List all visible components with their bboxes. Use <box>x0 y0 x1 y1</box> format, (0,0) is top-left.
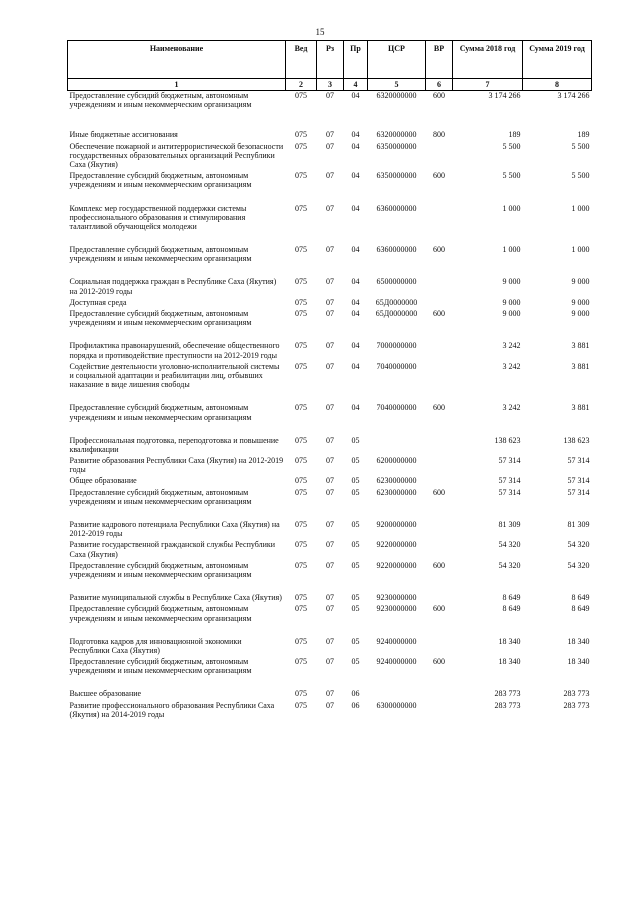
row-sum-2018-cell: 8 649 <box>502 604 521 614</box>
row-csr-cell: 6230000000 <box>376 476 417 486</box>
row-csr-cell: 9220000000 <box>376 540 417 550</box>
row-sum-2019-cell: 18 340 <box>567 636 590 646</box>
row-vr-cell: 600 <box>433 604 445 614</box>
row-pr-cell: 05 <box>351 520 360 529</box>
row-sum-2019-cell: 3 881 <box>571 361 590 371</box>
row-sum-2019-cell: 3 174 266 <box>557 91 590 100</box>
row-sum-2018-cell: 3 174 266 <box>488 91 521 100</box>
row-rz-cell: 07 <box>326 361 334 371</box>
row-vr-cell: 600 <box>433 560 445 570</box>
row-sum-2019-cell: 3 881 <box>571 403 590 413</box>
row-ved-cell: 075 <box>295 540 307 550</box>
row-ved-cell: 075 <box>295 560 307 570</box>
table-row <box>68 593 592 604</box>
row-csr-cell: 6200000000 <box>376 456 417 466</box>
row-name-cell: Социальная поддержка граждан в Республике Саха (Якутия) на 2012-2019 годы <box>69 277 277 296</box>
table-row <box>68 604 592 636</box>
row-vr-cell <box>426 456 453 476</box>
row-rz-cell: 07 <box>326 141 334 151</box>
row-ved-cell: 075 <box>295 636 307 646</box>
row-pr-cell: 04 <box>351 91 360 100</box>
row-csr-cell: 9220000000 <box>376 560 417 570</box>
row-pr-cell: 04 <box>351 403 360 413</box>
row-vr-cell <box>426 593 453 604</box>
row-vr-cell: 800 <box>433 130 445 140</box>
row-sum-2018-cell: 189 <box>508 130 521 140</box>
row-sum-2019-cell: 9 000 <box>571 309 590 318</box>
row-pr-cell: 04 <box>351 277 360 287</box>
row-ved-cell: 075 <box>295 91 307 100</box>
row-ved-cell: 075 <box>295 520 307 529</box>
row-ved-cell: 075 <box>295 593 307 603</box>
table-row <box>68 204 592 246</box>
row-pr-cell: 04 <box>351 341 360 351</box>
table-row <box>68 689 592 700</box>
table-row <box>68 488 592 520</box>
row-vr-cell <box>426 142 453 172</box>
row-ved-cell: 075 <box>295 700 307 710</box>
row-sum-2019-cell: 5 500 <box>571 141 590 151</box>
row-pr-cell: 05 <box>351 560 360 570</box>
row-vr-cell <box>426 341 453 361</box>
row-csr-cell: 9200000000 <box>376 520 417 529</box>
row-vr-cell <box>426 204 453 246</box>
table-row <box>68 456 592 476</box>
row-name-cell: Предоставление субсидий бюджетным, автономным учреждениям и иным некоммерческим организациям <box>69 245 252 264</box>
row-name-cell: Предоставление субсидий бюджетным, автономным учреждениям и иным некоммерческим организациям <box>69 309 252 328</box>
row-pr-cell: 04 <box>351 297 360 307</box>
row-pr-cell: 06 <box>351 700 360 710</box>
row-sum-2019-cell: 18 340 <box>567 657 590 667</box>
row-name-cell: Предоставление субсидий бюджетным, автономным учреждениям и иным некоммерческим организациям <box>69 403 252 422</box>
header-sum-2019: Сумма 2019 год <box>523 41 592 79</box>
row-rz-cell: 07 <box>326 309 334 318</box>
row-pr-cell: 04 <box>351 245 360 255</box>
row-vr-cell <box>426 476 453 487</box>
header-number: 3 <box>317 79 344 91</box>
row-name-cell: Предоставление субсидий бюджетным, автономным учреждениям и иным некоммерческим организациям <box>69 604 252 623</box>
row-sum-2018-cell: 57 314 <box>498 476 521 486</box>
row-name-cell: Предоставление субсидий бюджетным, автономным учреждениям и иным некоммерческим организациям <box>69 487 252 506</box>
table-row <box>68 362 592 404</box>
table-row <box>68 298 592 309</box>
row-rz-cell: 07 <box>326 476 334 486</box>
row-rz-cell: 07 <box>326 636 334 646</box>
row-sum-2019-cell: 57 314 <box>567 487 590 497</box>
row-sum-2019-cell: 138 623 <box>563 435 590 445</box>
table-row <box>68 657 592 689</box>
row-vr-cell: 600 <box>433 91 445 100</box>
row-sum-2019-cell: 57 314 <box>567 456 590 466</box>
row-sum-2018-cell: 18 340 <box>498 636 521 646</box>
row-vr-cell: 600 <box>433 245 445 255</box>
row-pr-cell: 05 <box>351 435 360 445</box>
row-name-cell: Развитие профессионального образования Республики Саха (Якутия) на 2014-2019 годы <box>69 700 275 719</box>
row-name-cell: Комплекс мер государственной поддержки системы профессионального образования и стимулирования талантливой обучающейся молодежи <box>69 203 247 231</box>
row-pr-cell: 05 <box>351 657 360 667</box>
table-row <box>68 91 592 131</box>
header-name: Наименование <box>68 41 286 79</box>
table-row <box>68 245 592 277</box>
row-csr-cell: 6360000000 <box>376 203 417 213</box>
row-sum-2019-cell: 57 314 <box>567 476 590 486</box>
row-rz-cell: 07 <box>326 91 334 100</box>
table-row <box>68 701 592 721</box>
row-vr-cell <box>426 701 453 721</box>
row-sum-2018-cell: 1 000 <box>502 203 521 213</box>
row-pr-cell: 04 <box>351 309 360 318</box>
row-ved-cell: 075 <box>295 341 307 351</box>
header-number: 4 <box>344 79 368 91</box>
row-vr-cell <box>426 540 453 560</box>
row-name-cell: Содействие деятельности уголовно-исполнительной системы и социальной адаптации и реабилитации лиц, отбывших наказание в виде лишения свободы <box>69 361 280 390</box>
row-vr-cell <box>426 277 453 297</box>
row-rz-cell: 07 <box>326 297 334 307</box>
row-name-cell: Предоставление субсидий бюджетным, автономным учреждениям и иным некоммерческим организациям <box>69 171 252 190</box>
row-pr-cell: 05 <box>351 487 360 497</box>
row-sum-2019-cell: 54 320 <box>567 540 590 550</box>
row-vr-cell <box>426 436 453 456</box>
row-sum-2018-cell: 283 773 <box>494 700 521 710</box>
page-number: 15 <box>315 27 325 37</box>
row-csr-cell: 7040000000 <box>376 361 417 371</box>
row-ved-cell: 075 <box>295 297 307 307</box>
row-ved-cell: 075 <box>295 604 307 614</box>
row-csr-cell <box>368 436 426 456</box>
row-rz-cell: 07 <box>326 560 334 570</box>
row-pr-cell: 05 <box>351 604 360 614</box>
row-ved-cell: 075 <box>295 203 307 213</box>
budget-table <box>67 40 592 721</box>
header-number: 7 <box>453 79 523 91</box>
row-rz-cell: 07 <box>326 435 334 445</box>
row-rz-cell: 07 <box>326 245 334 255</box>
row-ved-cell: 075 <box>295 171 307 181</box>
row-ved-cell: 075 <box>295 456 307 466</box>
row-name-cell: Иные бюджетные ассигнования <box>69 130 178 140</box>
row-sum-2018-cell: 18 340 <box>498 657 521 667</box>
row-csr-cell: 65Д0000000 <box>375 309 418 318</box>
row-sum-2019-cell: 189 <box>577 130 590 140</box>
row-csr-cell: 7000000000 <box>376 341 417 351</box>
header-sum-2018: Сумма 2018 год <box>453 41 523 79</box>
row-pr-cell: 04 <box>351 130 360 140</box>
row-ved-cell: 075 <box>295 309 307 318</box>
row-rz-cell: 07 <box>326 456 334 466</box>
row-ved-cell: 075 <box>295 277 307 287</box>
row-rz-cell: 07 <box>326 689 334 699</box>
row-pr-cell: 04 <box>351 203 360 213</box>
row-csr-cell <box>368 689 426 700</box>
table-row <box>68 341 592 361</box>
row-sum-2018-cell: 5 500 <box>502 141 521 151</box>
row-name-cell: Обеспечение пожарной и антитеррористической безопасности государственных образовательных организаций Республики Саха (Якутия) <box>69 141 284 169</box>
row-sum-2018-cell: 9 000 <box>502 297 521 307</box>
row-csr-cell: 9240000000 <box>376 636 417 646</box>
row-rz-cell: 07 <box>326 540 334 550</box>
row-name-cell: Профилактика правонарушений, обеспечение общественного порядка и противодействие преступности на 2012-2019 годы <box>69 341 280 360</box>
header-rz: Рз <box>317 41 344 79</box>
row-sum-2019-cell: 5 500 <box>571 171 590 181</box>
row-rz-cell: 07 <box>326 604 334 614</box>
row-sum-2018-cell: 3 242 <box>502 341 521 351</box>
row-vr-cell <box>426 298 453 309</box>
row-pr-cell: 04 <box>351 171 360 181</box>
row-ved-cell: 075 <box>295 141 307 151</box>
row-vr-cell: 600 <box>433 309 445 318</box>
row-name-cell: Развитие муниципальной службы в Республике Саха (Якутия) <box>69 593 282 603</box>
row-vr-cell <box>426 520 453 540</box>
row-sum-2018-cell: 283 773 <box>494 689 521 699</box>
row-sum-2019-cell: 1 000 <box>571 245 590 255</box>
row-sum-2019-cell: 9 000 <box>571 277 590 287</box>
row-pr-cell: 06 <box>351 689 360 699</box>
row-name-cell: Предоставление субсидий бюджетным, автономным учреждениям и иным некоммерческим организациям <box>69 657 252 676</box>
header-number: 1 <box>68 79 286 91</box>
row-sum-2018-cell: 57 314 <box>498 487 521 497</box>
row-vr-cell: 600 <box>433 487 445 497</box>
row-pr-cell: 04 <box>351 361 360 371</box>
row-sum-2018-cell: 9 000 <box>502 277 521 287</box>
table-body <box>68 91 592 722</box>
row-rz-cell: 07 <box>326 700 334 710</box>
row-ved-cell: 075 <box>295 245 307 255</box>
row-csr-cell: 6230000000 <box>376 487 417 497</box>
row-ved-cell: 075 <box>295 476 307 486</box>
row-vr-cell: 600 <box>433 657 445 667</box>
row-csr-cell: 6300000000 <box>376 700 417 710</box>
row-pr-cell: 05 <box>351 456 360 466</box>
row-vr-cell <box>426 362 453 404</box>
table-row <box>68 637 592 657</box>
row-ved-cell: 075 <box>295 435 307 445</box>
row-rz-cell: 07 <box>326 341 334 351</box>
row-name-cell: Развитие государственной гражданской службы Республики Саха (Якутия) <box>69 540 276 559</box>
row-csr-cell: 9240000000 <box>376 657 417 667</box>
table-row <box>68 277 592 297</box>
row-csr-cell: 6360000000 <box>376 245 417 255</box>
row-csr-cell: 6320000000 <box>376 91 417 100</box>
row-sum-2018-cell: 138 623 <box>494 435 521 445</box>
table-row <box>68 520 592 540</box>
row-csr-cell: 65Д0000000 <box>375 297 418 307</box>
row-name-cell: Развитие образования Республики Саха (Якутия) на 2012-2019 годы <box>69 456 284 475</box>
row-csr-cell: 6350000000 <box>376 171 417 181</box>
header-number: 8 <box>523 79 592 91</box>
row-name-cell: Предоставление субсидий бюджетным, автономным учреждениям и иным некоммерческим организациям <box>69 91 252 110</box>
table-row <box>68 561 592 593</box>
row-pr-cell: 05 <box>351 540 360 550</box>
table-row <box>68 403 592 435</box>
row-rz-cell: 07 <box>326 277 334 287</box>
row-csr-cell: 9230000000 <box>376 604 417 614</box>
header-number: 6 <box>426 79 453 91</box>
row-sum-2018-cell: 1 000 <box>502 245 521 255</box>
row-pr-cell: 05 <box>351 476 360 486</box>
row-rz-cell: 07 <box>326 130 334 140</box>
row-sum-2018-cell: 54 320 <box>498 540 521 550</box>
row-ved-cell: 075 <box>295 130 307 140</box>
header-pr: Пр <box>344 41 368 79</box>
row-csr-cell: 6320000000 <box>376 130 417 140</box>
row-rz-cell: 07 <box>326 520 334 529</box>
row-sum-2018-cell: 5 500 <box>502 171 521 181</box>
row-name-cell: Предоставление субсидий бюджетным, автономным учреждениям и иным некоммерческим организациям <box>69 560 252 579</box>
row-sum-2019-cell: 81 309 <box>567 520 590 529</box>
row-name-cell: Подготовка кадров для инновационной экономики Республики Саха (Якутия) <box>69 636 242 655</box>
row-csr-cell: 9230000000 <box>376 593 417 603</box>
row-csr-cell: 6500000000 <box>376 277 417 287</box>
row-csr-cell: 6350000000 <box>376 141 417 151</box>
row-rz-cell: 07 <box>326 203 334 213</box>
header-number: 2 <box>286 79 317 91</box>
row-sum-2018-cell: 57 314 <box>498 456 521 466</box>
row-vr-cell <box>426 637 453 657</box>
row-sum-2018-cell: 54 320 <box>498 560 521 570</box>
table-row <box>68 476 592 487</box>
row-pr-cell: 04 <box>351 141 360 151</box>
row-sum-2019-cell: 3 881 <box>571 341 590 351</box>
row-sum-2019-cell: 9 000 <box>571 297 590 307</box>
row-pr-cell: 05 <box>351 636 360 646</box>
row-sum-2018-cell: 3 242 <box>502 361 521 371</box>
row-csr-cell: 7040000000 <box>376 403 417 413</box>
row-name-cell: Профессиональная подготовка, переподготовка и повышение квалификации <box>69 435 279 454</box>
header-ved: Вед <box>286 41 317 79</box>
row-sum-2019-cell: 8 649 <box>571 593 590 603</box>
row-name-cell: Общее образование <box>69 476 137 486</box>
row-sum-2018-cell: 81 309 <box>498 520 521 529</box>
row-pr-cell: 05 <box>351 593 360 603</box>
row-vr-cell: 600 <box>433 171 445 181</box>
row-sum-2018-cell: 8 649 <box>502 593 521 603</box>
row-ved-cell: 075 <box>295 487 307 497</box>
row-sum-2019-cell: 283 773 <box>563 689 590 699</box>
row-sum-2018-cell: 9 000 <box>502 309 521 318</box>
row-vr-cell: 600 <box>433 403 445 413</box>
row-rz-cell: 07 <box>326 487 334 497</box>
table-header-row <box>68 41 592 79</box>
row-ved-cell: 075 <box>295 403 307 413</box>
table-row <box>68 142 592 172</box>
row-name-cell: Высшее образование <box>69 689 142 699</box>
table-row <box>68 130 592 141</box>
row-rz-cell: 07 <box>326 171 334 181</box>
header-csr: ЦСР <box>368 41 426 79</box>
table-row <box>68 436 592 456</box>
row-name-cell: Доступная среда <box>69 297 127 307</box>
header-vr: ВР <box>426 41 453 79</box>
row-sum-2019-cell: 54 320 <box>567 560 590 570</box>
header-number: 5 <box>368 79 426 91</box>
row-ved-cell: 075 <box>295 361 307 371</box>
row-sum-2019-cell: 283 773 <box>563 700 590 710</box>
table-row <box>68 540 592 560</box>
table-header-numbers-row <box>68 79 592 91</box>
row-ved-cell: 075 <box>295 689 307 699</box>
row-rz-cell: 07 <box>326 657 334 667</box>
row-sum-2019-cell: 8 649 <box>571 604 590 614</box>
row-vr-cell <box>426 689 453 700</box>
row-sum-2018-cell: 3 242 <box>502 403 521 413</box>
row-ved-cell: 075 <box>295 657 307 667</box>
row-sum-2019-cell: 1 000 <box>571 203 590 213</box>
row-rz-cell: 07 <box>326 593 334 603</box>
table-row <box>68 171 592 203</box>
row-rz-cell: 07 <box>326 403 334 413</box>
row-name-cell: Развитие кадрового потенциала Республики Саха (Якутия) на 2012-2019 годы <box>69 520 280 539</box>
table-row <box>68 309 592 341</box>
